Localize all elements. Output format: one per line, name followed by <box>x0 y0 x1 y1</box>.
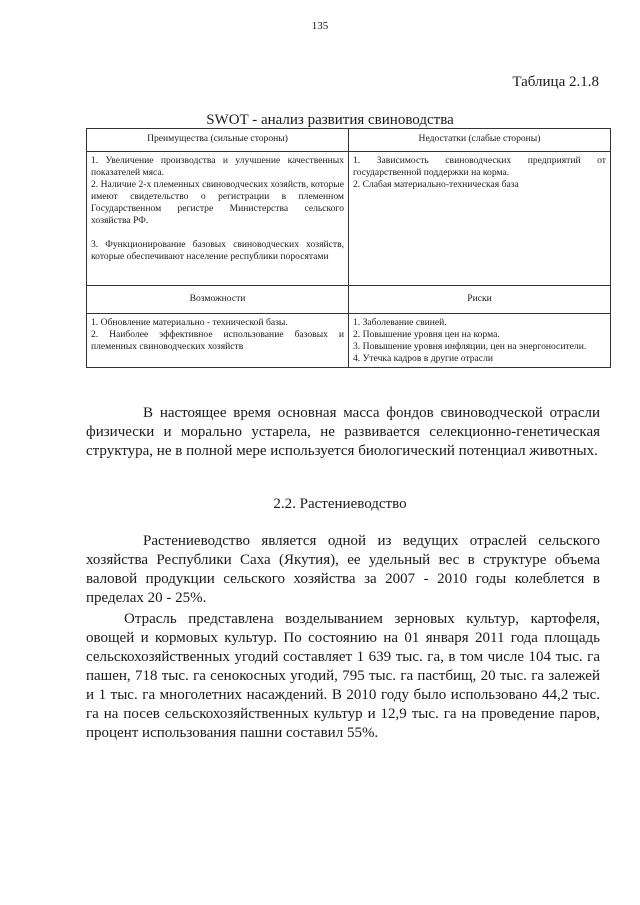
opportunities-item: 1. Обновление материально - технической базы. <box>91 317 288 328</box>
threats-item: 3. Повышение уровня инфляции, цен на энергоносители. <box>353 341 587 352</box>
paragraph-text: Отрасль представлена возделыванием зерновых культур, картофеля, овощей и кормовых культур. По состоянию на 01 января 2011 года площадь сельскохозяйственных угодий составляет 1 639 тыс. га, в том числе 104 тыс. га пашен, 718 тыс. га сенокосных угодий, 795 тыс. га пастбищ, 20 тыс. га залежей и 1 тыс. га многолетних насаждений. В 2010 году было использовано 44,2 тыс. га на посев сельскохозяйственных культур и 12,9 тыс. га на проведение паров, процент использования пашни составил 55%. <box>86 611 600 741</box>
weaknesses-item: 2. Слабая материально-техническая база <box>353 179 519 190</box>
threats-item: 4. Утечка кадров в другие отрасли <box>353 353 493 364</box>
threats-item: 2. Повышение уровня цен на корма. <box>353 329 500 340</box>
swot-header-row-top <box>87 129 611 152</box>
threats-header: Риски <box>349 286 611 314</box>
opportunities-cell <box>87 314 349 368</box>
page-number: 135 <box>311 20 329 32</box>
table-title: SWOT - анализ развития свиноводства <box>206 112 454 128</box>
weaknesses-header: Недостатки (слабые стороны) <box>349 129 611 152</box>
swot-body-row-bottom <box>87 314 611 368</box>
paragraph-text: В настоящее время основная масса фондов свиноводческой отрасли физически и морально устарела, не развивается селекционно-генетическая структура, не в полной мере используется биологический потенциал животных. <box>86 405 600 459</box>
paragraph-crop-details <box>86 610 600 743</box>
threats-item: 1. Заболевание свиней. <box>353 317 447 328</box>
weaknesses-item: 1. Зависимость свиноводческих предприятий от государственной поддержки на корма. <box>353 155 606 178</box>
strengths-item: 3. Функционирование базовых свиноводческих хозяйств, которые обеспечивают население республики поросятами <box>91 239 344 262</box>
weaknesses-cell <box>349 152 611 286</box>
paragraph-text: Растениеводство является одной из ведущих отраслей сельского хозяйства Республики Саха (Якутия), ее удельный вес в структуре объема валовой продукции сельского хозяйства за 2007 - 2010 годы колеблется в пределах 20 - 25%. <box>86 533 600 606</box>
opportunities-item: 2. Наиболее эффективное использование базовых и племенных свиноводческих хозяйств <box>91 329 344 352</box>
strengths-item: 2. Наличие 2-х племенных свиноводческих хозяйств, которые имеют свидетельство о регистрации в племенном Государственном регистре Министерства сельского хозяйства РФ. <box>91 179 344 226</box>
paragraph-crop-intro <box>86 532 600 608</box>
threats-cell <box>349 314 611 368</box>
section-heading: 2.2. Растениеводство <box>273 496 407 512</box>
swot-header-row-bottom <box>87 286 611 314</box>
swot-body-row-top <box>87 152 611 286</box>
swot-table <box>86 128 611 368</box>
paragraph-swine-conclusion <box>86 404 600 461</box>
table-label: Таблица 2.1.8 <box>512 74 599 90</box>
strengths-cell <box>87 152 349 286</box>
strengths-header: Преимущества (сильные стороны) <box>87 129 349 152</box>
strengths-item: 1. Увеличение производства и улучшение качественных показателей мяса. <box>91 155 344 178</box>
opportunities-header: Возможности <box>87 286 349 314</box>
